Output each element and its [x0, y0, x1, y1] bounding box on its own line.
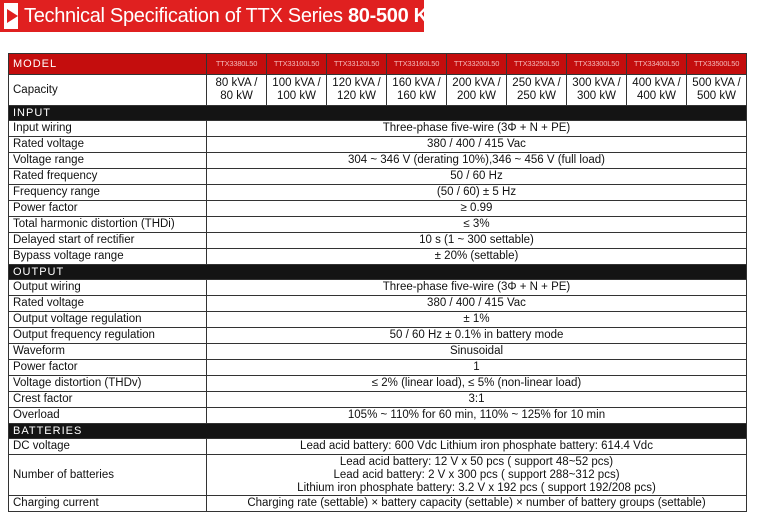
spec-value: Sinusoidal: [207, 344, 747, 360]
title-banner: [0, 0, 454, 32]
section-header-input: [9, 106, 747, 121]
spec-label: Input wiring: [9, 121, 207, 137]
spec-label: Delayed start of rectifier: [9, 233, 207, 249]
table-row: [9, 201, 747, 217]
spec-value: ≤ 3%: [207, 217, 747, 233]
spec-value: ± 1%: [207, 312, 747, 328]
capacity-cell: [447, 75, 507, 106]
capacity-cell: [687, 75, 747, 106]
spec-label: Rated frequency: [9, 169, 207, 185]
spec-value: [207, 455, 747, 496]
battery-line: Lithium iron phosphate battery: 3.2 V x 192 pcs ( support 192/208 pcs): [297, 481, 656, 494]
capacity-kw: 160 kW: [397, 90, 436, 102]
model-cell: TTX33500L50: [687, 54, 747, 75]
model-cell: TTX33120L50: [327, 54, 387, 75]
title-main: Technical Specification of TTX Series: [24, 4, 343, 27]
capacity-kw: 80 kW: [220, 90, 253, 102]
spec-value: 1: [207, 360, 747, 376]
table-row: [9, 376, 747, 392]
table-row: [9, 121, 747, 137]
table-row: [9, 392, 747, 408]
model-cell: TTX33300L50: [567, 54, 627, 75]
spec-label: Overload: [9, 408, 207, 424]
capacity-kva: 100 kVA /: [272, 77, 321, 89]
table-row: [9, 408, 747, 424]
spec-label: Output voltage regulation: [9, 312, 207, 328]
spec-value: ± 20% (settable): [207, 249, 747, 265]
spec-value: 105% ~ 110% for 60 min, 110% ~ 125% for 10 min: [207, 408, 747, 424]
spec-label: Charging current: [9, 496, 207, 512]
spec-value: 50 / 60 Hz ± 0.1% in battery mode: [207, 328, 747, 344]
capacity-label: Capacity: [9, 75, 207, 106]
battery-line: Lead acid battery: 2 V x 300 pcs ( support 288~312 pcs): [333, 468, 620, 481]
model-label: MODEL: [9, 54, 207, 75]
table-row: [9, 455, 747, 496]
title-arrow-box: [4, 3, 18, 29]
table-row: [9, 496, 747, 512]
section-title: BATTERIES: [9, 424, 747, 439]
section-header-batteries: [9, 424, 747, 439]
capacity-cell: [627, 75, 687, 106]
capacity-row: [9, 75, 747, 106]
model-cell: TTX3380L50: [207, 54, 267, 75]
table-row: [9, 312, 747, 328]
table-row: [9, 233, 747, 249]
capacity-kva: 300 kVA /: [572, 77, 621, 89]
capacity-cell: [387, 75, 447, 106]
spec-label: Rated voltage: [9, 137, 207, 153]
spec-table: [8, 53, 747, 512]
spec-label: Bypass voltage range: [9, 249, 207, 265]
capacity-kw: 300 kW: [577, 90, 616, 102]
section-title: INPUT: [9, 106, 747, 121]
table-row: [9, 249, 747, 265]
table-row: [9, 185, 747, 201]
table-row: [9, 344, 747, 360]
capacity-kva: 400 kVA /: [632, 77, 681, 89]
model-cell: TTX33250L50: [507, 54, 567, 75]
spec-label: Number of batteries: [9, 455, 207, 496]
table-row: [9, 360, 747, 376]
spec-label: Output wiring: [9, 280, 207, 296]
capacity-kva: 120 kVA /: [332, 77, 381, 89]
section-header-output: [9, 265, 747, 280]
title-range: 80-500 KVA: [347, 4, 454, 27]
model-cell: TTX33160L50: [387, 54, 447, 75]
spec-value: ≥ 0.99: [207, 201, 747, 217]
capacity-cell: [327, 75, 387, 106]
capacity-cell: [507, 75, 567, 106]
capacity-kva: 500 kVA /: [692, 77, 741, 89]
spec-label: Crest factor: [9, 392, 207, 408]
spec-value: Charging rate (settable) × battery capacity (settable) × number of battery groups (settable): [207, 496, 747, 512]
spec-value: 3:1: [207, 392, 747, 408]
capacity-kva: 200 kVA /: [452, 77, 501, 89]
table-row: [9, 280, 747, 296]
spec-value: ≤ 2% (linear load), ≤ 5% (non-linear load): [207, 376, 747, 392]
model-row: [9, 54, 747, 75]
table-row: [9, 137, 747, 153]
capacity-kva: 160 kVA /: [392, 77, 441, 89]
spec-value: Three-phase five-wire (3Φ + N + PE): [207, 280, 747, 296]
spec-value: 304 ~ 346 V (derating 10%),346 ~ 456 V (full load): [207, 153, 747, 169]
spec-value: 380 / 400 / 415 Vac: [207, 137, 747, 153]
capacity-kw: 250 kW: [517, 90, 556, 102]
spec-value: Lead acid battery: 600 Vdc Lithium iron phosphate battery: 614.4 Vdc: [207, 439, 747, 455]
capacity-kw: 500 kW: [697, 90, 736, 102]
spec-value: 380 / 400 / 415 Vac: [207, 296, 747, 312]
capacity-kva: 80 kVA /: [215, 77, 258, 89]
capacity-kva: 250 kVA /: [512, 77, 561, 89]
capacity-kw: 120 kW: [337, 90, 376, 102]
spec-value: Three-phase five-wire (3Φ + N + PE): [207, 121, 747, 137]
capacity-kw: 200 kW: [457, 90, 496, 102]
table-row: [9, 328, 747, 344]
spec-value: 10 s (1 ~ 300 settable): [207, 233, 747, 249]
table-row: [9, 439, 747, 455]
model-cell: TTX33200L50: [447, 54, 507, 75]
spec-label: Frequency range: [9, 185, 207, 201]
model-cell: TTX33400L50: [627, 54, 687, 75]
spec-label: Voltage distortion (THDv): [9, 376, 207, 392]
spec-value: 50 / 60 Hz: [207, 169, 747, 185]
table-row: [9, 217, 747, 233]
capacity-cell: [267, 75, 327, 106]
spec-label: DC voltage: [9, 439, 207, 455]
spec-label: Voltage range: [9, 153, 207, 169]
section-title: OUTPUT: [9, 265, 747, 280]
capacity-kw: 100 kW: [277, 90, 316, 102]
table-row: [9, 169, 747, 185]
battery-line: Lead acid battery: 12 V x 50 pcs ( support 48~52 pcs): [339, 455, 614, 468]
capacity-cell: [567, 75, 627, 106]
spec-label: Rated voltage: [9, 296, 207, 312]
spec-label: Waveform: [9, 344, 207, 360]
spec-label: Power factor: [9, 360, 207, 376]
play-arrow-icon: [7, 9, 18, 23]
spec-label: Power factor: [9, 201, 207, 217]
spec-label: Total harmonic distortion (THDi): [9, 217, 207, 233]
spec-value: (50 / 60) ± 5 Hz: [207, 185, 747, 201]
table-row: [9, 153, 747, 169]
table-row: [9, 296, 747, 312]
page-title: [24, 5, 454, 28]
model-cell: TTX33100L50: [267, 54, 327, 75]
spec-label: Output frequency regulation: [9, 328, 207, 344]
capacity-cell: [207, 75, 267, 106]
capacity-kw: 400 kW: [637, 90, 676, 102]
